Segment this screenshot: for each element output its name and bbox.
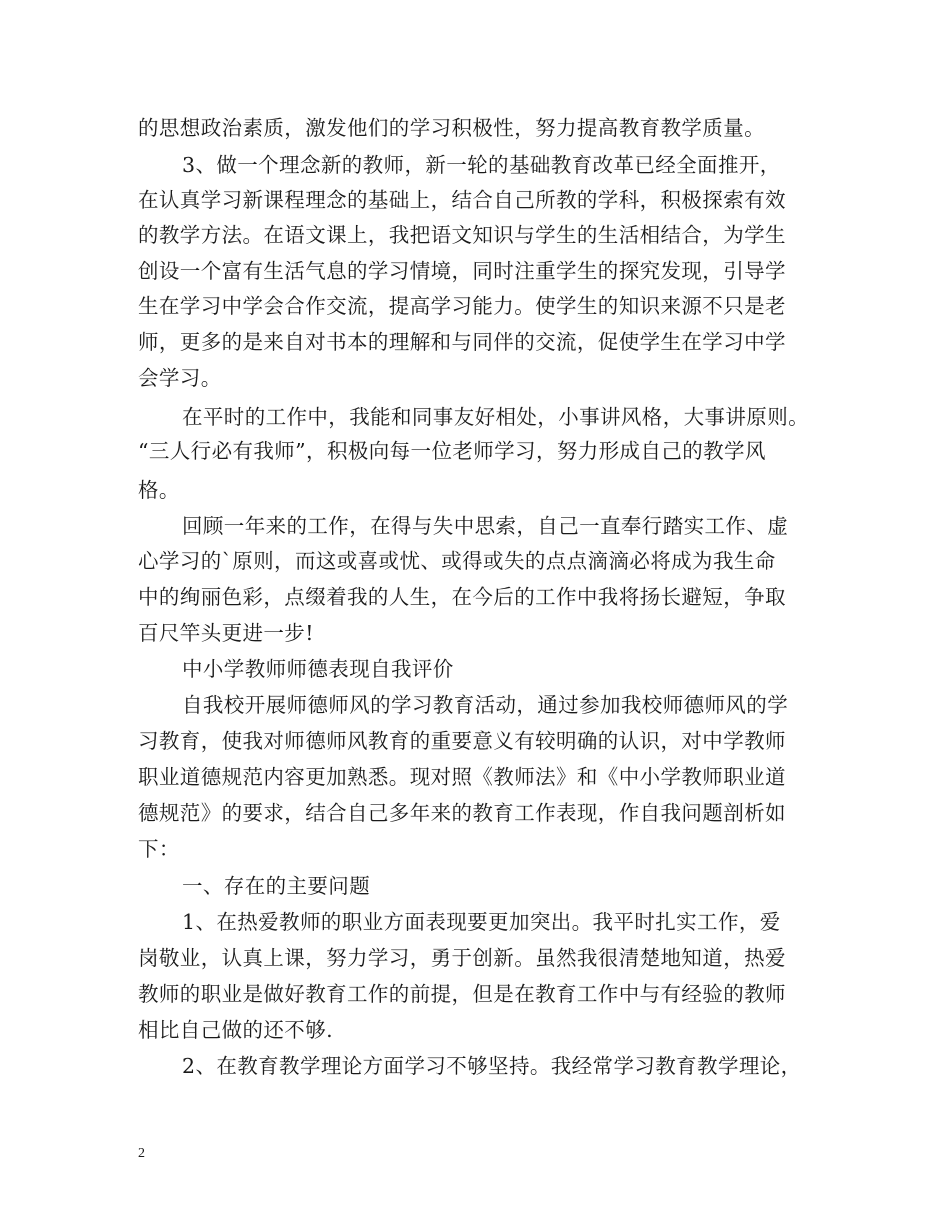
text-line: 创设一个富有生活气息的学习情境，同时注重学生的探究发现，引导学	[138, 259, 786, 283]
text-line: 生在学习中学会合作交流，提高学习能力。使学生的知识来源不只是老	[138, 294, 786, 318]
text-line: “三人行必有我师”，积极向每一位老师学习，努力形成自己的教学风	[138, 439, 766, 463]
page-number: 2	[138, 1146, 145, 1161]
text-line: 会学习。	[138, 366, 222, 390]
text-line: 2、在教育教学理论方面学习不够坚持。我经常学习教育教学理论，	[182, 1054, 802, 1078]
text-line: 的教学方法。在语文课上，我把语文知识与学生的生活相结合，为学生	[138, 223, 786, 247]
text-line: 德规范》的要求，结合自己多年来的教育工作表现，作自我问题剖析如	[138, 801, 786, 825]
text-line: 心学习的`原则，而这或喜或忧、或得或失的点点滴滴必将成为我生命	[138, 549, 776, 573]
text-line: 在认真学习新课程理念的基础上，结合自己所教的学科，积极探索有效	[138, 188, 786, 212]
text-line: 师，更多的是来自对书本的理解和与同伴的交流，促使学生在学习中学	[138, 330, 786, 354]
section-heading: 一、存在的主要问题	[182, 874, 371, 898]
text-line: 格。	[138, 478, 180, 502]
text-line: 中的绚丽色彩，点缀着我的人生，在今后的工作中我将扬长避短，争取	[138, 585, 786, 609]
text-line: 教师的职业是做好教育工作的前提，但是在教育工作中与有经验的教师	[138, 982, 786, 1006]
text-line: 3、做一个理念新的教师，新一轮的基础教育改革已经全面推开，	[182, 153, 781, 177]
text-line: 1、在热爱教师的职业方面表现要更加突出。我平时扎实工作，爱	[182, 910, 781, 934]
text-line: 相比自己做的还不够.	[138, 1018, 334, 1042]
text-line: 百尺竿头更进一步!	[138, 621, 314, 645]
text-line: 回顾一年来的工作，在得与失中思索，自己一直奉行踏实工作、虚	[182, 514, 789, 538]
text-line: 在平时的工作中，我能和同事友好相处，小事讲风格，大事讲原则。	[182, 405, 809, 429]
section-title: 中小学教师师德表现自我评价	[182, 657, 454, 681]
text-line: 习教育，使我对师德师风教育的重要意义有较明确的认识，对中学教师	[138, 729, 786, 753]
text-line: 的思想政治素质，激发他们的学习积极性，努力提高教育教学质量。	[138, 116, 765, 140]
text-line: 自我校开展师德师风的学习教育活动，通过参加我校师德师风的学	[182, 693, 789, 717]
text-line: 下：	[138, 837, 180, 861]
text-line: 职业道德规范内容更加熟悉。现对照《教师法》和《中小学教师职业道	[138, 765, 786, 789]
text-line: 岗敬业，认真上课，努力学习，勇于创新。虽然我很清楚地知道，热爱	[138, 946, 786, 970]
